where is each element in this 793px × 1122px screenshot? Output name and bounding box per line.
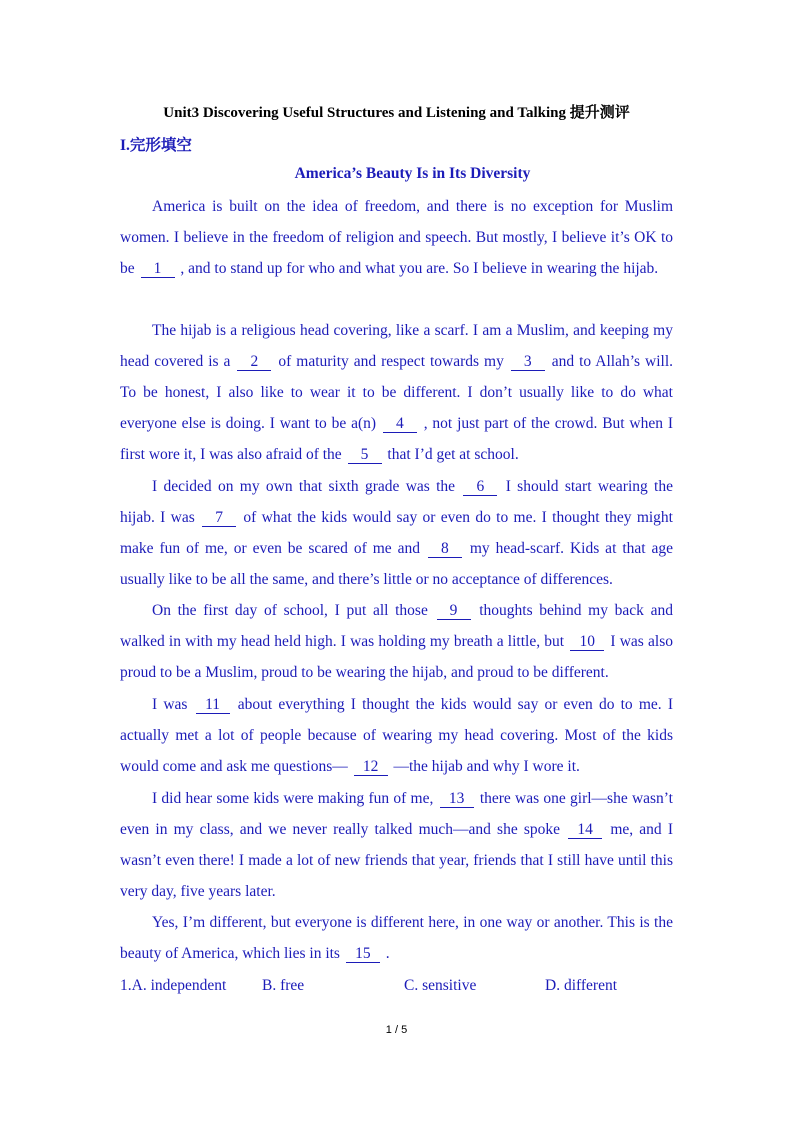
paragraph-text: of maturity and respect towards my	[273, 353, 509, 370]
paragraph-2	[120, 315, 673, 470]
page-number: 1 / 5	[385, 1024, 408, 1036]
option-d: D. different	[545, 977, 618, 994]
paragraph-text: America is built on the idea of freedom, and there is no exception for Muslim women. I believe in the freedom of religion and speech. But mostly, I believe it’s OK to be	[120, 198, 673, 277]
paragraph-text: I should start wearing the hijab. I was	[120, 478, 673, 526]
paragraph-3	[120, 471, 673, 595]
blank-6: 6	[463, 478, 497, 496]
blank-1: 1	[141, 260, 175, 278]
blank-7: 7	[202, 509, 236, 527]
blank-4: 4	[383, 415, 417, 433]
blank-8: 8	[428, 540, 462, 558]
option-a: 1.A. independent	[120, 977, 227, 994]
paragraph-7	[120, 907, 673, 969]
paragraph-text: , not just part of the crowd. But when I first wore it, I was also afraid of the	[120, 415, 673, 463]
option-c: C. sensitive	[404, 977, 477, 994]
paragraph-text: me, and I wasn’t even there! I made a lot of new friends that year, friends that I still have until this very day, five years later.	[120, 821, 673, 900]
blank-12: 12	[354, 758, 388, 776]
option-b: B. free	[262, 977, 305, 994]
paragraph-5	[120, 689, 673, 782]
blank-10: 10	[570, 633, 604, 651]
paragraph-1	[120, 191, 673, 284]
paragraph-text: and to Allah’s will. To be honest, I also like to wear it to be different. I don’t usually like to do what everyone else is doing. I want to be a(n)	[120, 353, 674, 432]
paragraph-text: .	[381, 945, 390, 962]
paragraph-4	[120, 595, 673, 688]
blank-9: 9	[437, 602, 471, 620]
paragraph-text: Yes, I’m different, but everyone is different here, in one way or another. This is the beauty of America, which lies in its	[120, 914, 673, 962]
paragraph-text: On the first day of school, I put all those	[152, 602, 435, 619]
paragraph-text: The hijab is a religious head covering, like a scarf. I am a Muslim, and keeping my head covered is a	[120, 322, 673, 370]
paragraph-text: of what the kids would say or even do to me. I thought they might make fun of me, or even be scared of me and	[120, 509, 673, 557]
blank-5: 5	[348, 446, 382, 464]
paragraph-text: I did hear some kids were making fun of me,	[152, 790, 438, 807]
blank-13: 13	[440, 790, 474, 808]
paragraph-text: about everything I thought the kids would say or even do to me. I actually met a lot of people because of wearing my head covering. Most of the kids would come and ask me questions—	[120, 696, 673, 775]
blank-2: 2	[237, 353, 271, 371]
paragraph-text: I was also proud to be a Muslim, proud to be wearing the hijab, and proud to be different.	[120, 633, 673, 681]
passage-title: America’s Beauty Is in Its Diversity	[294, 165, 531, 182]
document-title: Unit3 Discovering Useful Structures and Listening and Talking 提升测评	[163, 105, 630, 121]
paragraph-text: my head-scarf. Kids at that age usually like to be all the same, and there’s little or no acceptance of differences.	[120, 540, 674, 588]
paragraph-text: thoughts behind my back and walked in with my head held high. I was holding my breath a little, but	[120, 602, 673, 650]
blank-3: 3	[511, 353, 545, 371]
paragraph-text: that I’d get at school.	[383, 446, 519, 463]
paragraph-text: I was	[152, 696, 194, 713]
blank-15: 15	[346, 945, 380, 963]
blank-11: 11	[196, 696, 230, 714]
blank-14: 14	[568, 821, 602, 839]
paragraph-text: there was one girl—she wasn’t even in my class, and we never really talked much—and she spoke	[120, 790, 673, 838]
paragraph-6	[120, 783, 673, 907]
paragraph-text: , and to stand up for who and what you are. So I believe in wearing the hijab.	[176, 260, 659, 277]
section-heading: I.完形填空	[120, 137, 192, 154]
paragraph-text: I decided on my own that sixth grade was the	[152, 478, 462, 495]
paragraph-text: —the hijab and why I wore it.	[389, 758, 580, 775]
